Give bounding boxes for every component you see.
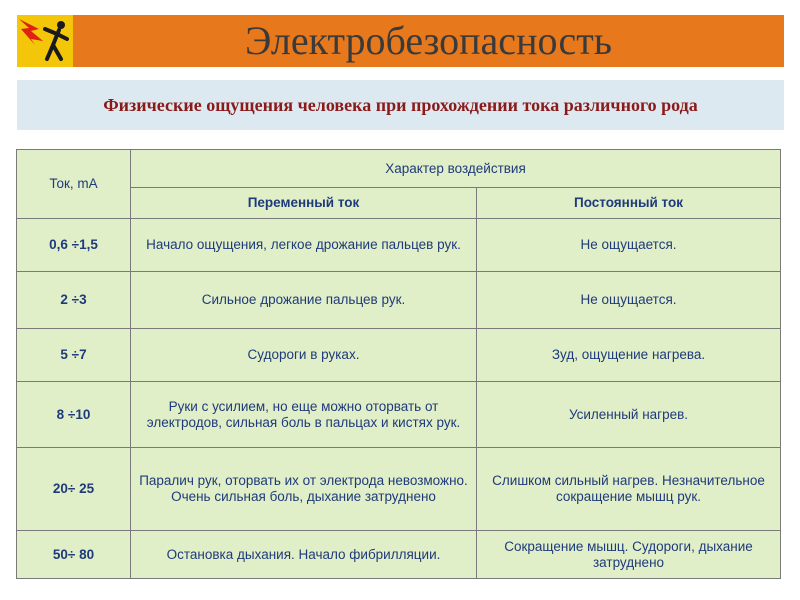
dc-effect-cell: Усиленный нагрев. [477,382,781,448]
current-range-cell: 0,6 ÷1,5 [17,219,131,272]
current-range-cell: 2 ÷3 [17,272,131,329]
logo-box [17,15,73,67]
current-range-cell: 8 ÷10 [17,382,131,448]
table-subheader-row [17,188,781,219]
electric-shock-warning-icon [17,15,73,67]
dc-effect-cell: Не ощущается. [477,219,781,272]
current-range-cell: 5 ÷7 [17,329,131,382]
ac-effect-cell: Руки с усилием, но еще можно оторвать от электродов, сильная боль в пальцах и кистях рук. [131,382,477,448]
table-row [17,531,781,579]
page-subtitle: Физические ощущения человека при прохождении тока различного рода [103,95,698,115]
table-row [17,329,781,382]
ac-effect-cell: Сильное дрожание пальцев рук. [131,272,477,329]
current-column-header: Ток, mA [17,150,131,219]
person-head-shape [57,21,65,29]
current-effects-table [16,149,781,579]
ac-effect-cell: Судороги в руках. [131,329,477,382]
table-row [17,448,781,531]
table-header-row [17,150,781,188]
dc-column-header: Постоянный ток [477,188,781,219]
ac-column-header: Переменный ток [131,188,477,219]
table-row [17,219,781,272]
dc-effect-cell: Слишком сильный нагрев. Незначительное сокращение мышц рук. [477,448,781,531]
current-range-cell: 20÷ 25 [17,448,131,531]
dc-effect-cell: Сокращение мышц. Судороги, дыхание затруднено [477,531,781,579]
ac-effect-cell: Паралич рук, оторвать их от электрода невозможно. Очень сильная боль, дыхание затруднено [131,448,477,531]
lightning-bolt-shape [19,19,43,45]
ac-effect-cell: Начало ощущения, легкое дрожание пальцев рук. [131,219,477,272]
dc-effect-cell: Зуд, ощущение нагрева. [477,329,781,382]
ac-effect-cell: Остановка дыхания. Начало фибрилляции. [131,531,477,579]
table-row [17,382,781,448]
table-row [17,272,781,329]
dc-effect-cell: Не ощущается. [477,272,781,329]
page-title: Электробезопасность [245,18,612,63]
effect-column-header: Характер воздействия [131,150,781,188]
person-body-shape [45,29,67,59]
current-range-cell: 50÷ 80 [17,531,131,579]
